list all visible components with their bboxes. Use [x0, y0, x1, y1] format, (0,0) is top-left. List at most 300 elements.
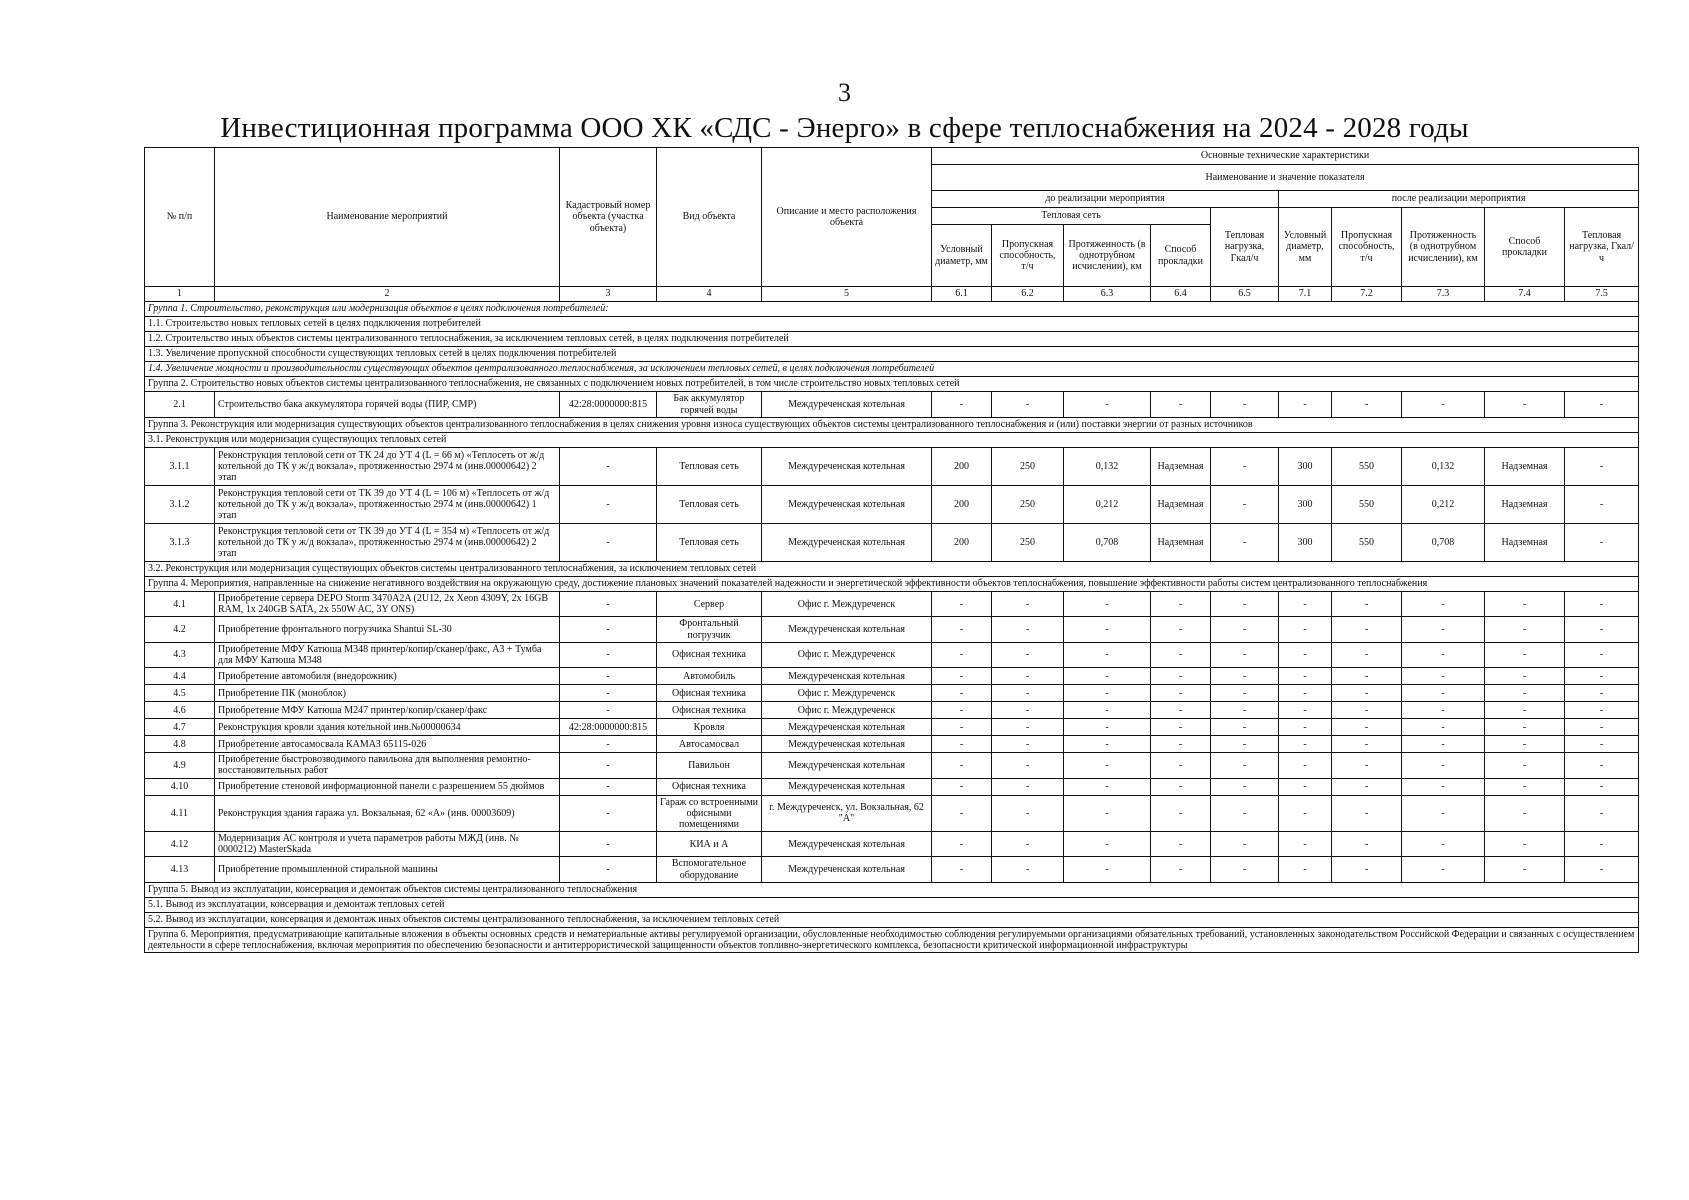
row-cadastral: -	[560, 753, 657, 778]
row-value: -	[1064, 642, 1151, 667]
page-number: 3	[838, 78, 851, 107]
row-value: -	[932, 702, 992, 719]
row-value: -	[992, 685, 1064, 702]
row-value: -	[1211, 719, 1279, 736]
row-cadastral: -	[560, 448, 657, 486]
row-value: -	[1485, 795, 1565, 832]
row-value: 0,212	[1402, 486, 1485, 524]
table-row	[145, 642, 1639, 667]
row-number: 4.1	[145, 592, 215, 617]
group-row	[145, 927, 1639, 952]
row-value: -	[1565, 795, 1639, 832]
group-label: Группа 6. Мероприятия, предусматривающие капитальные вложения в объекты основных средств и нематериальные активы регулируемой организации, обусловленные необходимостью соблюдения регулируемыми организациями обязательных требований, установленных законодательством Российской Федерации и связанных с осуществлением деятельности в сфере теплоснабжения, включая мероприятия по обеспечению безопасности и антитеррористической защищенности объектов топливно-энергетического комплекса, безопасности критической информационной инфраструктуры	[145, 927, 1639, 952]
row-value: -	[1565, 702, 1639, 719]
row-value: -	[1402, 668, 1485, 685]
row-cadastral: -	[560, 702, 657, 719]
row-name: Модернизация АС контроля и учета параметров работы МЖД (инв. № 0000212) MasterSkada	[215, 832, 560, 857]
header-network: Тепловая сеть	[932, 208, 1211, 225]
row-value: -	[1485, 642, 1565, 667]
row-cadastral: -	[560, 832, 657, 857]
header-name: Наименование мероприятий	[215, 148, 560, 287]
row-value: 550	[1332, 524, 1402, 562]
row-value: -	[992, 795, 1064, 832]
row-name: Приобретение стеновой информационной панели с разрешением 55 дюймов	[215, 778, 560, 795]
row-type: Офисная техника	[657, 642, 762, 667]
row-value: -	[1064, 832, 1151, 857]
row-value: -	[932, 642, 992, 667]
row-value: -	[992, 592, 1064, 617]
row-value: -	[1279, 719, 1332, 736]
row-number: 4.12	[145, 832, 215, 857]
row-value: -	[1402, 685, 1485, 702]
table-row	[145, 592, 1639, 617]
row-value: -	[1402, 702, 1485, 719]
table-row	[145, 685, 1639, 702]
row-value: -	[1332, 592, 1402, 617]
row-value: -	[1151, 617, 1211, 642]
table-row	[145, 832, 1639, 857]
row-name: Приобретение промышленной стиральной машины	[215, 857, 560, 882]
row-value: -	[1565, 392, 1639, 418]
row-value: -	[1151, 702, 1211, 719]
row-value: -	[1485, 778, 1565, 795]
table-row	[145, 448, 1639, 486]
row-value: -	[1332, 736, 1402, 753]
row-location: Междуреченская котельная	[762, 524, 932, 562]
row-value: -	[992, 753, 1064, 778]
row-location: Офис г. Междуреченск	[762, 702, 932, 719]
table-header	[145, 148, 1639, 302]
column-index-cell: 7.3	[1402, 287, 1485, 302]
row-cadastral: 42:28:0000000:815	[560, 392, 657, 418]
row-value: 550	[1332, 448, 1402, 486]
row-value: -	[1332, 392, 1402, 418]
row-value: -	[1211, 832, 1279, 857]
header-length-before: Протяженность (в однотрубном исчислении), км	[1064, 225, 1151, 287]
row-value: Надземная	[1151, 448, 1211, 486]
row-number: 4.6	[145, 702, 215, 719]
row-value: -	[932, 778, 992, 795]
column-index-cell: 2	[215, 287, 560, 302]
row-value: -	[1064, 702, 1151, 719]
row-value: -	[992, 617, 1064, 642]
row-value: -	[932, 668, 992, 685]
row-name: Приобретение сервера DEPO Storm 3470A2A (2U12, 2x Xeon 4309Y, 2x 16GB RAM, 1x 240GB SATA, 2x 550W AC, 3Y ONS)	[215, 592, 560, 617]
row-cadastral: -	[560, 795, 657, 832]
row-cadastral: -	[560, 592, 657, 617]
row-value: -	[1402, 753, 1485, 778]
row-value: -	[1279, 617, 1332, 642]
column-index-cell: 7.2	[1332, 287, 1402, 302]
row-value: -	[992, 719, 1064, 736]
row-number: 3.1.3	[145, 524, 215, 562]
row-value: -	[1211, 392, 1279, 418]
row-value: -	[932, 753, 992, 778]
row-value: -	[1332, 857, 1402, 882]
header-location: Описание и место расположения объекта	[762, 148, 932, 287]
row-name: Строительство бака аккумулятора горячей воды (ПИР, СМР)	[215, 392, 560, 418]
row-cadastral: -	[560, 736, 657, 753]
row-number: 4.10	[145, 778, 215, 795]
row-value: -	[1332, 795, 1402, 832]
row-type: Автосамосвал	[657, 736, 762, 753]
column-index-cell: 7.4	[1485, 287, 1565, 302]
row-value: -	[1279, 685, 1332, 702]
row-value: -	[1565, 592, 1639, 617]
row-value: -	[1565, 857, 1639, 882]
row-name: Приобретение МФУ Катюша М247 принтер/копир/сканер/факс	[215, 702, 560, 719]
row-value: -	[1151, 642, 1211, 667]
row-value: Надземная	[1151, 524, 1211, 562]
row-value: -	[992, 392, 1064, 418]
row-cadastral: -	[560, 524, 657, 562]
row-value: -	[1151, 685, 1211, 702]
row-type: Тепловая сеть	[657, 486, 762, 524]
row-value: -	[1151, 778, 1211, 795]
column-index-cell: 7.1	[1279, 287, 1332, 302]
row-value: Надземная	[1485, 486, 1565, 524]
group-row	[145, 377, 1639, 392]
row-value: -	[992, 702, 1064, 719]
row-value: -	[1064, 668, 1151, 685]
row-type: Тепловая сеть	[657, 524, 762, 562]
row-value: -	[1151, 857, 1211, 882]
header-cadastral: Кадастровый номер объекта (участка объекта)	[560, 148, 657, 287]
group-label: 1.1. Строительство новых тепловых сетей в целях подключения потребителей	[145, 317, 1639, 332]
column-index-cell: 4	[657, 287, 762, 302]
row-number: 4.9	[145, 753, 215, 778]
row-value: -	[1279, 592, 1332, 617]
column-index-cell: 6.3	[1064, 287, 1151, 302]
row-value: -	[1332, 832, 1402, 857]
row-value: 0,132	[1402, 448, 1485, 486]
row-value: -	[1279, 832, 1332, 857]
row-number: 4.4	[145, 668, 215, 685]
header-diameter-before: Условный диаметр, мм	[932, 225, 992, 287]
row-value: -	[1151, 736, 1211, 753]
row-value: -	[932, 592, 992, 617]
table-row	[145, 524, 1639, 562]
row-value: -	[1064, 685, 1151, 702]
row-type: Фронтальный погрузчик	[657, 617, 762, 642]
group-label: 3.2. Реконструкция или модернизация существующих объектов системы централизованного теплоснабжения, за исключением тепловых сетей	[145, 562, 1639, 577]
group-label: Группа 1. Строительство, реконструкция или модернизация объектов в целях подключения потребителей:	[145, 302, 1639, 317]
row-value: -	[1565, 642, 1639, 667]
row-value: -	[1151, 795, 1211, 832]
row-value: -	[1279, 642, 1332, 667]
row-value: -	[1402, 736, 1485, 753]
table-row	[145, 617, 1639, 642]
row-value: -	[1211, 857, 1279, 882]
row-value: -	[992, 642, 1064, 667]
row-type: Вспомогательное оборудование	[657, 857, 762, 882]
row-location: Офис г. Междуреченск	[762, 685, 932, 702]
row-value: -	[1279, 795, 1332, 832]
row-value: 0,212	[1064, 486, 1151, 524]
row-value: -	[1332, 642, 1402, 667]
row-value: -	[1279, 753, 1332, 778]
row-value: -	[1402, 857, 1485, 882]
row-number: 2.1	[145, 392, 215, 418]
group-row	[145, 302, 1639, 317]
group-row	[145, 317, 1639, 332]
row-value: -	[1402, 719, 1485, 736]
row-value: -	[1485, 392, 1565, 418]
row-value: -	[1332, 702, 1402, 719]
row-type: Офисная техника	[657, 702, 762, 719]
row-name: Приобретение ПК (моноблок)	[215, 685, 560, 702]
row-value: -	[1565, 668, 1639, 685]
row-value: -	[1485, 753, 1565, 778]
row-location: Офис г. Междуреченск	[762, 642, 932, 667]
row-location: Междуреченская котельная	[762, 719, 932, 736]
row-value: -	[1279, 778, 1332, 795]
row-value: -	[1565, 486, 1639, 524]
row-value: -	[932, 617, 992, 642]
column-index-cell: 5	[762, 287, 932, 302]
row-value: -	[1402, 795, 1485, 832]
row-value: -	[1485, 702, 1565, 719]
column-index-cell: 6.1	[932, 287, 992, 302]
header-load-after: Тепловая нагрузка, Гкал/ч	[1565, 208, 1639, 287]
row-value: -	[1064, 592, 1151, 617]
row-value: -	[1565, 719, 1639, 736]
row-value: -	[1402, 832, 1485, 857]
row-value: -	[1402, 778, 1485, 795]
row-name: Приобретение автомобиля (внедорожник)	[215, 668, 560, 685]
row-value: -	[1279, 392, 1332, 418]
row-value: Надземная	[1151, 486, 1211, 524]
column-index-cell: 6.2	[992, 287, 1064, 302]
row-value: -	[1151, 392, 1211, 418]
row-number: 3.1.2	[145, 486, 215, 524]
row-type: Павильон	[657, 753, 762, 778]
group-row	[145, 577, 1639, 592]
row-cadastral: -	[560, 668, 657, 685]
row-value: -	[1211, 642, 1279, 667]
row-value: 0,132	[1064, 448, 1151, 486]
row-value: -	[1211, 448, 1279, 486]
row-value: -	[1565, 753, 1639, 778]
row-value: -	[932, 795, 992, 832]
row-cadastral: -	[560, 857, 657, 882]
row-value: -	[1332, 685, 1402, 702]
group-label: 1.4. Увеличение мощности и производительности существующих объектов централизованного теплоснабжения, за исключением тепловых сетей, в целях подключения потребителей	[145, 362, 1639, 377]
row-value: -	[1565, 617, 1639, 642]
row-value: -	[1064, 795, 1151, 832]
row-value: -	[1211, 668, 1279, 685]
row-type: Гараж со встроенными офисными помещениями	[657, 795, 762, 832]
row-value: -	[1332, 617, 1402, 642]
row-value: -	[1332, 668, 1402, 685]
row-value: -	[992, 857, 1064, 882]
row-value: -	[1151, 592, 1211, 617]
group-row	[145, 362, 1639, 377]
row-value: -	[1211, 753, 1279, 778]
row-type: Кровля	[657, 719, 762, 736]
row-location: Междуреченская котельная	[762, 392, 932, 418]
row-location: Междуреченская котельная	[762, 832, 932, 857]
row-location: Междуреченская котельная	[762, 778, 932, 795]
header-laying-before: Способ прокладки	[1151, 225, 1211, 287]
row-value: -	[1332, 719, 1402, 736]
row-value: 550	[1332, 486, 1402, 524]
column-index-cell: 7.5	[1565, 287, 1639, 302]
row-type: КИА и А	[657, 832, 762, 857]
row-name: Реконструкция здания гаража ул. Вокзальная, 62 «А» (инв. 00003609)	[215, 795, 560, 832]
group-label: Группа 2. Строительство новых объектов системы централизованного теплоснабжения, не связанных с подключением новых потребителей, в том числе строительство новых тепловых сетей	[145, 377, 1639, 392]
row-value: -	[932, 392, 992, 418]
row-value: 250	[992, 486, 1064, 524]
table-row	[145, 702, 1639, 719]
group-row	[145, 347, 1639, 362]
row-value: 300	[1279, 448, 1332, 486]
row-value: -	[1565, 832, 1639, 857]
header-laying-after: Способ прокладки	[1485, 208, 1565, 287]
row-value: -	[1211, 524, 1279, 562]
row-value: -	[1064, 857, 1151, 882]
row-number: 3.1.1	[145, 448, 215, 486]
row-value: -	[1211, 617, 1279, 642]
row-type: Бак аккумулятор горячей воды	[657, 392, 762, 418]
group-row	[145, 882, 1639, 897]
row-value: -	[1485, 592, 1565, 617]
group-row	[145, 418, 1639, 433]
row-value: Надземная	[1485, 524, 1565, 562]
table-row	[145, 486, 1639, 524]
row-value: 300	[1279, 486, 1332, 524]
row-value: -	[932, 832, 992, 857]
row-value: -	[992, 736, 1064, 753]
row-cadastral: -	[560, 685, 657, 702]
row-value: -	[932, 685, 992, 702]
header-length-after: Протяженность (в однотрубном исчислении), км	[1402, 208, 1485, 287]
table-row	[145, 392, 1639, 418]
header-capacity-before: Пропускная способность, т/ч	[992, 225, 1064, 287]
row-value: -	[992, 668, 1064, 685]
row-location: Междуреченская котельная	[762, 617, 932, 642]
row-value: -	[1064, 753, 1151, 778]
group-row	[145, 332, 1639, 347]
row-number: 4.11	[145, 795, 215, 832]
row-value: 200	[932, 524, 992, 562]
row-value: -	[1279, 736, 1332, 753]
column-index-cell: 6.5	[1211, 287, 1279, 302]
row-type: Сервер	[657, 592, 762, 617]
row-name: Приобретение быстровозводимого павильона для выполнения ремонтно-восстановительных работ	[215, 753, 560, 778]
row-value: -	[1279, 857, 1332, 882]
row-value: -	[1151, 832, 1211, 857]
row-value: -	[1565, 448, 1639, 486]
row-value: -	[1485, 857, 1565, 882]
row-value: -	[1485, 832, 1565, 857]
row-value: -	[1211, 486, 1279, 524]
row-value: -	[1211, 778, 1279, 795]
column-index-cell: 6.4	[1151, 287, 1211, 302]
header-indicator: Наименование и значение показателя	[932, 165, 1639, 191]
table-row	[145, 778, 1639, 795]
group-label: 5.2. Вывод из эксплуатации, консервация и демонтаж иных объектов системы централизованного теплоснабжения, за исключением тепловых сетей	[145, 912, 1639, 927]
table-row	[145, 736, 1639, 753]
row-value: -	[1064, 719, 1151, 736]
row-value: -	[1332, 778, 1402, 795]
row-value: -	[932, 736, 992, 753]
group-label: Группа 3. Реконструкция или модернизация существующих объектов централизованного теплоснабжения в целях снижения уровня износа существующих объектов системы централизованного теплоснабжения и (или) поставки энергии от разных источников	[145, 418, 1639, 433]
group-label: 1.3. Увеличение пропускной способности существующих тепловых сетей в целях подключения потребителей	[145, 347, 1639, 362]
row-cadastral: -	[560, 486, 657, 524]
row-value: -	[1565, 524, 1639, 562]
row-value: -	[992, 832, 1064, 857]
table-row	[145, 857, 1639, 882]
row-type: Тепловая сеть	[657, 448, 762, 486]
group-label: 1.2. Строительство иных объектов системы централизованного теплоснабжения, за исключением тепловых сетей, в целях подключения потребителей	[145, 332, 1639, 347]
row-value: -	[1565, 778, 1639, 795]
row-value: -	[1211, 592, 1279, 617]
row-number: 4.3	[145, 642, 215, 667]
row-type: Офисная техника	[657, 685, 762, 702]
row-value: 250	[992, 448, 1064, 486]
row-name: Приобретение МФУ Катюша М348 принтер/копир/сканер/факс, А3 + Тумба для МФУ Катюша М348	[215, 642, 560, 667]
header-capacity-after: Пропускная способность, т/ч	[1332, 208, 1402, 287]
row-location: Междуреченская котельная	[762, 448, 932, 486]
row-cadastral: -	[560, 617, 657, 642]
header-before: до реализации мероприятия	[932, 191, 1279, 208]
row-type: Автомобиль	[657, 668, 762, 685]
row-value: -	[1279, 702, 1332, 719]
group-label: Группа 5. Вывод из эксплуатации, консервация и демонтаж объектов системы централизованного теплоснабжения	[145, 882, 1639, 897]
row-name: Реконструкция тепловой сети от ТК 39 до УТ 4 (L = 354 м) «Теплосеть от ж/д котельной до ТК у ж/д вокзала», протяженностью 2974 м (инв.00000642) 2 этап	[215, 524, 560, 562]
row-value: -	[1064, 617, 1151, 642]
row-number: 4.13	[145, 857, 215, 882]
column-index-cell: 1	[145, 287, 215, 302]
row-name: Реконструкция тепловой сети от ТК 39 до УТ 4 (L = 106 м) «Теплосеть от ж/д котельной до ТК у ж/д вокзала», протяженностью 2974 м (инв.00000642) 1 этап	[215, 486, 560, 524]
row-location: Междуреченская котельная	[762, 857, 932, 882]
row-value: -	[1151, 753, 1211, 778]
group-row	[145, 912, 1639, 927]
row-value: -	[1485, 685, 1565, 702]
row-value: Надземная	[1485, 448, 1565, 486]
header-num: № п/п	[145, 148, 215, 287]
row-value: 200	[932, 486, 992, 524]
table-row	[145, 668, 1639, 685]
group-row	[145, 897, 1639, 912]
row-value: -	[1402, 642, 1485, 667]
document-title: Инвестиционная программа ООО ХК «СДС - Энерго» в сфере теплоснабжения на 2024 - 2028 годы	[220, 112, 1469, 144]
row-value: -	[1151, 719, 1211, 736]
row-value: -	[1402, 617, 1485, 642]
row-value: -	[1211, 795, 1279, 832]
row-type: Офисная техника	[657, 778, 762, 795]
row-value: -	[992, 778, 1064, 795]
row-location: Междуреченская котельная	[762, 753, 932, 778]
row-value: -	[1565, 736, 1639, 753]
row-value: -	[1211, 736, 1279, 753]
row-value: -	[1151, 668, 1211, 685]
row-value: -	[1332, 753, 1402, 778]
row-value: -	[1279, 668, 1332, 685]
row-value: -	[1485, 668, 1565, 685]
row-value: 0,708	[1064, 524, 1151, 562]
row-value: 0,708	[1402, 524, 1485, 562]
group-label: 3.1. Реконструкция или модернизация существующих тепловых сетей	[145, 433, 1639, 448]
row-name: Реконструкция тепловой сети от ТК 24 до УТ 4 (L = 66 м) «Теплосеть от ж/д котельной до ТК у ж/д вокзала», протяженностью 2974 м (инв.00000642) 2 этап	[215, 448, 560, 486]
row-value: 300	[1279, 524, 1332, 562]
row-value: -	[1211, 685, 1279, 702]
row-location: Междуреченская котельная	[762, 736, 932, 753]
row-value: -	[1485, 617, 1565, 642]
row-location: Междуреченская котельная	[762, 668, 932, 685]
header-type: Вид объекта	[657, 148, 762, 287]
